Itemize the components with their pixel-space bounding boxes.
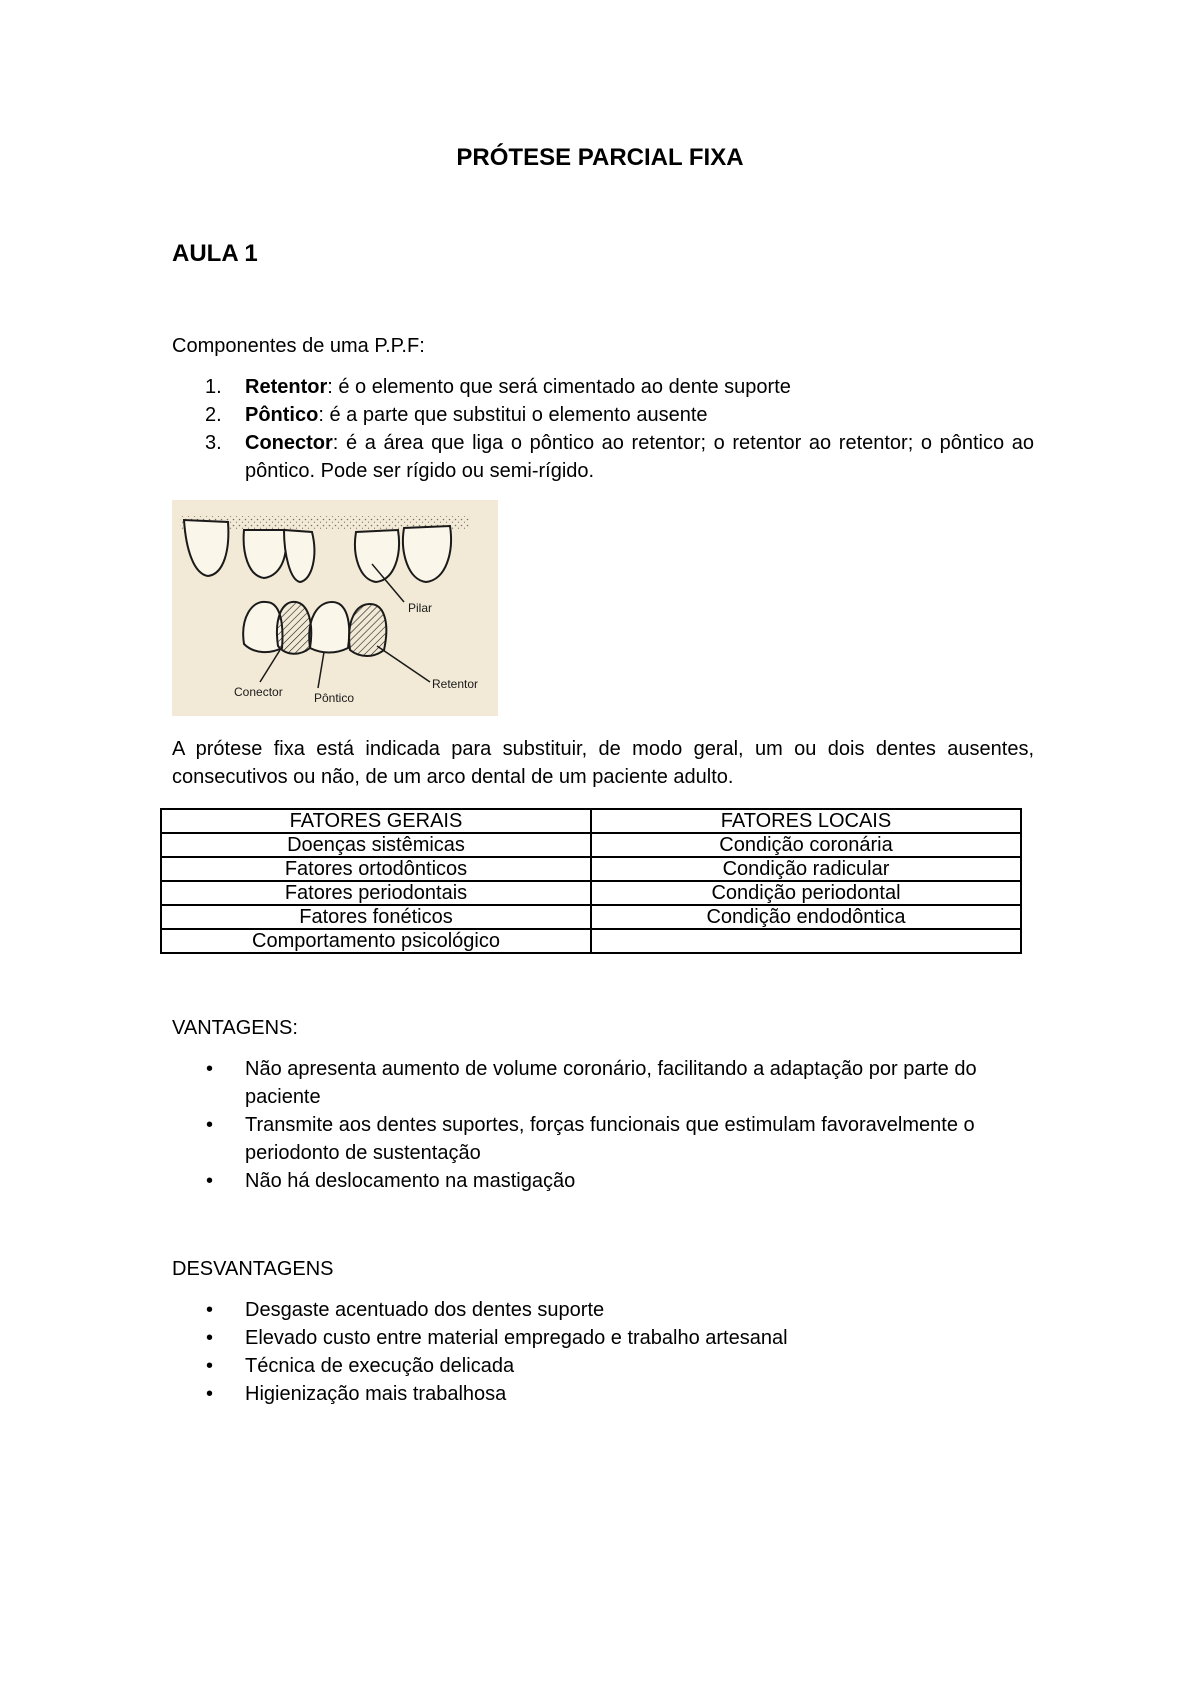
table-cell: Condição radicular — [591, 857, 1021, 881]
disadvantages-heading: DESVANTAGENS — [172, 1258, 334, 1280]
list-item-text: Não há deslocamento na mastigação — [245, 1170, 576, 1192]
label-pontico: Pôntico — [314, 691, 355, 705]
bullet-icon: • — [206, 1383, 214, 1405]
bullet-icon: • — [206, 1327, 214, 1349]
list-item-text: Higienização mais trabalhosa — [245, 1383, 507, 1405]
list-item — [172, 1167, 1034, 1195]
list-item-text: Elevado custo entre material empregado e trabalho artesanal — [245, 1327, 788, 1349]
list-number: 1. — [205, 376, 222, 398]
bullet-icon: • — [206, 1058, 214, 1080]
list-item-text: Desgaste acentuado dos dentes suporte — [245, 1299, 605, 1321]
page-title: PRÓTESE PARCIAL FIXA — [456, 144, 744, 171]
list-item — [172, 1111, 1034, 1167]
table-row — [161, 833, 1021, 857]
table-row — [161, 905, 1021, 929]
term-pontico: Pôntico — [245, 404, 319, 426]
disadvantages-list — [172, 1296, 1034, 1408]
list-item — [172, 1055, 1034, 1111]
factors-table — [160, 808, 1022, 954]
list-item-text: Não apresenta aumento de volume coronário, facilitando a adaptação por parte do paciente — [245, 1058, 977, 1108]
table-header: FATORES GERAIS — [161, 809, 591, 833]
advantages-heading: VANTAGENS: — [172, 1017, 298, 1039]
indication-paragraph: A prótese fixa está indicada para substituir, de modo geral, um ou dois dentes ausentes, consecutivos ou não, de um arco dental de um paciente adulto. — [172, 738, 1034, 788]
table-cell: Doenças sistêmicas — [161, 833, 591, 857]
label-retentor: Retentor — [432, 677, 479, 691]
components-list — [172, 373, 1034, 485]
list-item-text: Técnica de execução delicada — [245, 1355, 515, 1377]
table-cell — [591, 929, 1021, 953]
table-row — [161, 929, 1021, 953]
definition: : é o elemento que será cimentado ao dente suporte — [327, 376, 791, 398]
table-cell: Condição periodontal — [591, 881, 1021, 905]
list-item — [172, 1380, 1034, 1408]
list-item — [172, 429, 1034, 485]
table-cell: Fatores periodontais — [161, 881, 591, 905]
label-pilar: Pilar — [408, 601, 433, 615]
fixed-partial-denture-illustration — [172, 500, 498, 716]
table-cell: Condição endodôntica — [591, 905, 1021, 929]
lesson-heading: AULA 1 — [172, 240, 258, 267]
list-item-text: Transmite aos dentes suportes, forças funcionais que estimulam favoravelmente o periodonto de sustentação — [245, 1114, 975, 1164]
list-item — [172, 1324, 1034, 1352]
components-intro: Componentes de uma P.P.F: — [172, 335, 425, 357]
definition: : é a parte que substitui o elemento ausente — [318, 404, 708, 426]
bullet-icon: • — [206, 1355, 214, 1377]
bullet-icon: • — [206, 1114, 214, 1136]
list-number: 3. — [205, 432, 222, 454]
table-cell: Comportamento psicológico — [161, 929, 591, 953]
table-cell: Fatores fonéticos — [161, 905, 591, 929]
table-cell: Condição coronária — [591, 833, 1021, 857]
list-item — [172, 401, 1034, 429]
table-row — [161, 857, 1021, 881]
bullet-icon: • — [206, 1170, 214, 1192]
list-item — [172, 1352, 1034, 1380]
advantages-list — [172, 1055, 1034, 1195]
table-header: FATORES LOCAIS — [591, 809, 1021, 833]
table-cell: Fatores ortodônticos — [161, 857, 591, 881]
retainer-crown — [277, 602, 311, 654]
list-item — [172, 1296, 1034, 1324]
definition: : é a área que liga o pôntico ao retentor; o retentor ao retentor; o pôntico ao pôntico. Pode ser rígido ou semi-rígido. — [245, 432, 1034, 482]
list-number: 2. — [205, 404, 222, 426]
table-header-row — [161, 809, 1021, 833]
bullet-icon: • — [206, 1299, 214, 1321]
label-conector: Conector — [234, 685, 283, 699]
list-item — [172, 373, 1034, 401]
term-conector: Conector — [245, 432, 333, 454]
term-retentor: Retentor — [245, 376, 328, 398]
table-row — [161, 881, 1021, 905]
